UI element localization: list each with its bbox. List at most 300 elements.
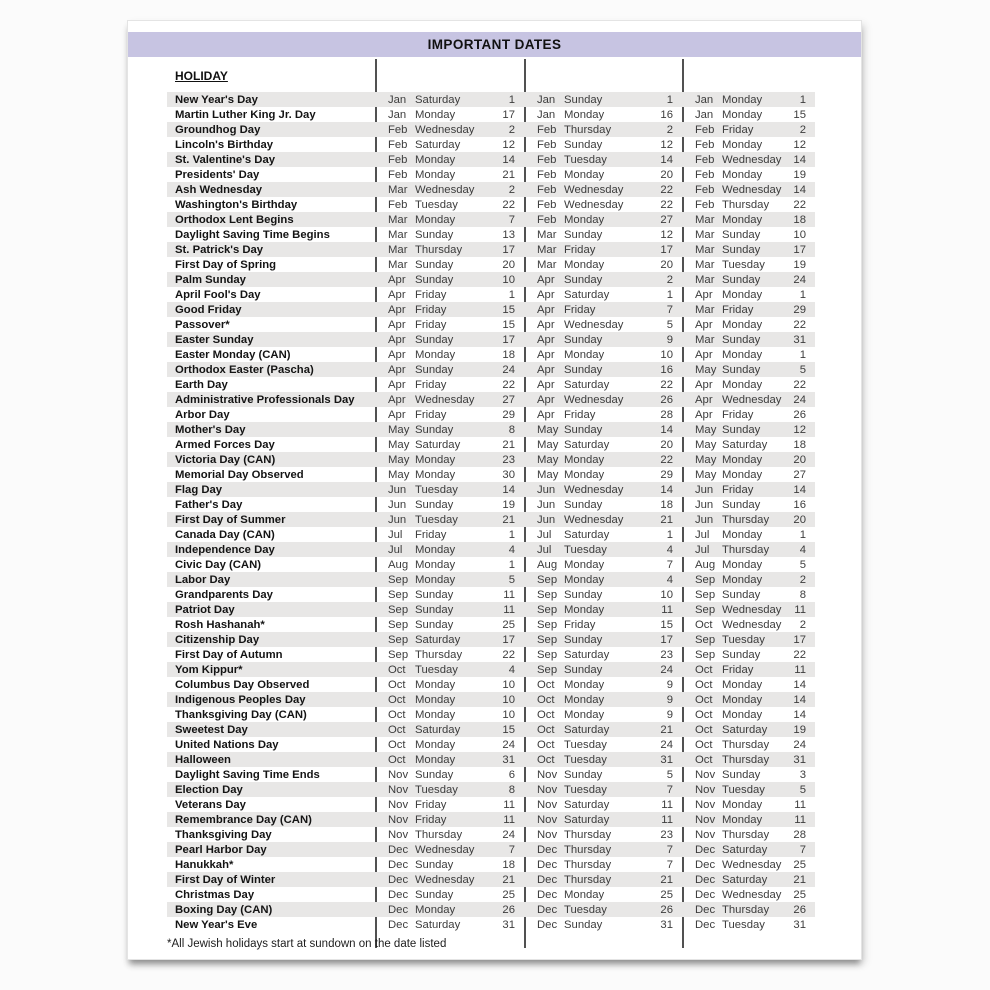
date-cell-year3 — [682, 574, 815, 586]
date-cell-year2 — [524, 304, 682, 316]
day-number: 31 — [502, 753, 515, 766]
date-cell-year3 — [682, 739, 815, 751]
month-label: Sep — [537, 588, 558, 601]
month-label: Jan — [537, 108, 556, 121]
weekday-label: Tuesday — [415, 483, 458, 496]
date-cell-year1 — [375, 634, 524, 646]
date-cell-year2 — [524, 709, 682, 721]
table-row — [167, 227, 815, 242]
day-number: 6 — [508, 768, 515, 781]
table-row — [167, 527, 815, 542]
date-cell-year1 — [375, 619, 524, 631]
date-cell-year3 — [682, 799, 815, 811]
day-number: 1 — [666, 288, 673, 301]
table-row — [167, 467, 815, 482]
month-label: Nov — [537, 828, 558, 841]
date-cell-year1 — [375, 109, 524, 121]
weekday-label: Sunday — [722, 648, 761, 661]
month-label: May — [695, 468, 717, 481]
month-label: Apr — [388, 348, 406, 361]
weekday-label: Monday — [564, 603, 605, 616]
date-cell-year2 — [524, 754, 682, 766]
weekday-label: Sunday — [415, 888, 454, 901]
month-label: Mar — [388, 258, 408, 271]
date-cell-year2 — [524, 604, 682, 616]
holiday-name: Orthodox Lent Begins — [175, 213, 294, 226]
day-number: 9 — [666, 678, 673, 691]
month-label: Mar — [695, 243, 715, 256]
table-row — [167, 857, 815, 872]
day-number: 27 — [793, 468, 806, 481]
date-cell-year3 — [682, 439, 815, 451]
day-number: 2 — [799, 573, 806, 586]
day-number: 7 — [799, 843, 806, 856]
day-number: 7 — [666, 843, 673, 856]
month-label: Nov — [537, 798, 558, 811]
weekday-label: Thursday — [722, 198, 770, 211]
date-cell-year2 — [524, 499, 682, 511]
table-row — [167, 827, 815, 842]
weekday-label: Thursday — [415, 648, 463, 661]
month-label: Jul — [537, 543, 552, 556]
date-cell-year3 — [682, 859, 815, 871]
day-number: 28 — [660, 408, 673, 421]
day-number: 16 — [660, 108, 673, 121]
date-cell-year1 — [375, 124, 524, 136]
weekday-label: Wednesday — [722, 618, 782, 631]
day-number: 15 — [793, 108, 806, 121]
month-label: Apr — [388, 303, 406, 316]
date-cell-year1 — [375, 664, 524, 676]
weekday-label: Sunday — [415, 858, 454, 871]
month-label: Feb — [695, 123, 715, 136]
weekday-label: Tuesday — [415, 783, 458, 796]
weekday-label: Tuesday — [564, 753, 607, 766]
weekday-label: Sunday — [415, 228, 454, 241]
table-row — [167, 317, 815, 332]
day-number: 18 — [502, 858, 515, 871]
day-number: 5 — [666, 318, 673, 331]
date-cell-year3 — [682, 139, 815, 151]
date-cell-year3 — [682, 244, 815, 256]
month-label: Feb — [695, 168, 715, 181]
table-row — [167, 797, 815, 812]
month-label: Oct — [695, 708, 713, 721]
date-cell-year1 — [375, 304, 524, 316]
month-label: May — [695, 438, 717, 451]
date-cell-year3 — [682, 514, 815, 526]
month-label: Oct — [695, 618, 713, 631]
month-label: Jun — [537, 483, 556, 496]
weekday-label: Sunday — [564, 93, 603, 106]
holiday-name: Armed Forces Day — [175, 438, 275, 451]
date-cell-year1 — [375, 829, 524, 841]
table-row — [167, 722, 815, 737]
weekday-label: Monday — [722, 528, 763, 541]
holiday-name: Indigenous Peoples Day — [175, 693, 306, 706]
weekday-label: Sunday — [564, 588, 603, 601]
weekday-label: Saturday — [415, 918, 461, 931]
day-number: 21 — [660, 723, 673, 736]
date-cell-year1 — [375, 169, 524, 181]
date-cell-year3 — [682, 829, 815, 841]
day-number: 11 — [503, 813, 515, 826]
weekday-label: Monday — [722, 678, 763, 691]
weekday-label: Tuesday — [722, 918, 765, 931]
month-label: Dec — [388, 903, 409, 916]
day-number: 21 — [502, 168, 515, 181]
day-number: 2 — [666, 123, 673, 136]
day-number: 15 — [502, 303, 515, 316]
date-cell-year2 — [524, 154, 682, 166]
table-row — [167, 572, 815, 587]
weekday-label: Monday — [564, 108, 605, 121]
date-cell-year1 — [375, 274, 524, 286]
table-row — [167, 452, 815, 467]
month-label: Oct — [388, 693, 406, 706]
weekday-label: Sunday — [415, 363, 454, 376]
day-number: 7 — [666, 783, 673, 796]
month-label: Oct — [388, 753, 406, 766]
month-label: Dec — [695, 843, 716, 856]
weekday-label: Sunday — [564, 273, 603, 286]
day-number: 5 — [799, 363, 806, 376]
day-number: 19 — [793, 258, 806, 271]
holiday-name: First Day of Summer — [175, 513, 286, 526]
date-cell-year1 — [375, 139, 524, 151]
weekday-label: Thursday — [722, 543, 770, 556]
date-cell-year2 — [524, 904, 682, 916]
date-cell-year3 — [682, 709, 815, 721]
date-cell-year1 — [375, 814, 524, 826]
weekday-label: Monday — [722, 318, 763, 331]
weekday-label: Monday — [722, 348, 763, 361]
date-cell-year3 — [682, 904, 815, 916]
day-number: 14 — [660, 423, 673, 436]
table-row — [167, 212, 815, 227]
date-cell-year1 — [375, 544, 524, 556]
holiday-name: Palm Sunday — [175, 273, 246, 286]
month-label: Feb — [695, 183, 715, 196]
month-label: May — [388, 468, 410, 481]
weekday-label: Tuesday — [722, 633, 765, 646]
date-cell-year3 — [682, 169, 815, 181]
date-cell-year2 — [524, 214, 682, 226]
month-label: Sep — [537, 648, 558, 661]
date-cell-year2 — [524, 769, 682, 781]
month-label: May — [695, 453, 717, 466]
weekday-label: Sunday — [415, 588, 454, 601]
holiday-name: Thanksgiving Day (CAN) — [175, 708, 307, 721]
table-row — [167, 887, 815, 902]
date-cell-year1 — [375, 259, 524, 271]
page-title: IMPORTANT DATES — [128, 32, 861, 57]
day-number: 17 — [502, 108, 515, 121]
date-cell-year3 — [682, 364, 815, 376]
table-row — [167, 332, 815, 347]
date-cell-year2 — [524, 574, 682, 586]
day-number: 14 — [793, 708, 806, 721]
holiday-name: Father's Day — [175, 498, 243, 511]
weekday-label: Monday — [415, 543, 456, 556]
holiday-name: Washington's Birthday — [175, 198, 298, 211]
date-cell-year2 — [524, 694, 682, 706]
weekday-label: Friday — [415, 798, 447, 811]
table-row — [167, 422, 815, 437]
month-label: Feb — [537, 183, 557, 196]
day-number: 1 — [799, 348, 806, 361]
date-cell-year1 — [375, 229, 524, 241]
day-number: 17 — [502, 333, 515, 346]
date-cell-year1 — [375, 679, 524, 691]
date-cell-year1 — [375, 484, 524, 496]
day-number: 11 — [503, 588, 515, 601]
day-number: 24 — [660, 738, 673, 751]
weekday-label: Saturday — [722, 723, 768, 736]
table-row — [167, 362, 815, 377]
date-cell-year3 — [682, 199, 815, 211]
month-label: Feb — [537, 198, 557, 211]
month-label: May — [695, 363, 717, 376]
table-row — [167, 707, 815, 722]
day-number: 5 — [799, 783, 806, 796]
date-cell-year3 — [682, 814, 815, 826]
weekday-label: Friday — [415, 288, 447, 301]
date-cell-year3 — [682, 694, 815, 706]
weekday-label: Saturday — [722, 843, 768, 856]
month-label: Apr — [537, 333, 555, 346]
month-label: Oct — [388, 723, 406, 736]
month-label: Mar — [388, 183, 408, 196]
day-number: 11 — [503, 798, 515, 811]
weekday-label: Monday — [415, 468, 456, 481]
day-number: 13 — [502, 228, 515, 241]
weekday-label: Wednesday — [564, 483, 624, 496]
weekday-label: Sunday — [564, 633, 603, 646]
weekday-label: Thursday — [564, 858, 612, 871]
day-number: 18 — [793, 438, 806, 451]
date-cell-year1 — [375, 409, 524, 421]
month-label: Nov — [695, 768, 716, 781]
weekday-label: Tuesday — [564, 153, 607, 166]
month-label: Apr — [695, 348, 713, 361]
month-label: Mar — [388, 228, 408, 241]
weekday-label: Sunday — [722, 498, 761, 511]
date-cell-year1 — [375, 874, 524, 886]
day-number: 25 — [660, 888, 673, 901]
day-number: 12 — [793, 423, 806, 436]
weekday-label: Sunday — [415, 603, 454, 616]
weekday-label: Monday — [564, 573, 605, 586]
date-cell-year3 — [682, 154, 815, 166]
month-label: Apr — [537, 408, 555, 421]
month-label: Sep — [537, 633, 558, 646]
month-label: Oct — [537, 723, 555, 736]
date-cell-year3 — [682, 289, 815, 301]
month-label: Jan — [537, 93, 556, 106]
day-number: 18 — [502, 348, 515, 361]
day-number: 18 — [793, 213, 806, 226]
holiday-name: Boxing Day (CAN) — [175, 903, 273, 916]
table-row — [167, 497, 815, 512]
date-cell-year2 — [524, 439, 682, 451]
month-label: Apr — [695, 378, 713, 391]
weekday-label: Sunday — [415, 618, 454, 631]
weekday-label: Saturday — [564, 798, 610, 811]
weekday-label: Wednesday — [564, 393, 624, 406]
weekday-label: Tuesday — [564, 783, 607, 796]
table-row — [167, 377, 815, 392]
day-number: 1 — [508, 288, 515, 301]
weekday-label: Wednesday — [415, 393, 475, 406]
month-label: Jul — [388, 543, 403, 556]
weekday-label: Sunday — [564, 768, 603, 781]
holiday-column-header: HOLIDAY — [175, 69, 228, 83]
day-number: 12 — [660, 228, 673, 241]
month-label: May — [388, 453, 410, 466]
date-cell-year3 — [682, 544, 815, 556]
date-cell-year1 — [375, 784, 524, 796]
weekday-label: Monday — [564, 888, 605, 901]
weekday-label: Saturday — [415, 633, 461, 646]
month-label: Feb — [388, 123, 408, 136]
date-cell-year2 — [524, 409, 682, 421]
day-number: 1 — [799, 288, 806, 301]
date-cell-year1 — [375, 319, 524, 331]
date-cell-year2 — [524, 364, 682, 376]
date-cell-year3 — [682, 394, 815, 406]
weekday-label: Wednesday — [722, 183, 782, 196]
holiday-name: Canada Day (CAN) — [175, 528, 275, 541]
date-cell-year1 — [375, 94, 524, 106]
month-label: Jun — [388, 483, 407, 496]
month-label: Sep — [388, 618, 409, 631]
weekday-label: Wednesday — [564, 198, 624, 211]
month-label: Jun — [388, 498, 407, 511]
weekday-label: Monday — [415, 738, 456, 751]
weekday-label: Friday — [415, 303, 447, 316]
weekday-label: Sunday — [415, 273, 454, 286]
date-cell-year2 — [524, 844, 682, 856]
weekday-label: Thursday — [564, 873, 612, 886]
day-number: 14 — [793, 693, 806, 706]
date-cell-year2 — [524, 424, 682, 436]
holiday-name: Election Day — [175, 783, 243, 796]
day-number: 24 — [793, 273, 806, 286]
month-label: Feb — [695, 153, 715, 166]
month-label: Apr — [388, 393, 406, 406]
holiday-name: Victoria Day (CAN) — [175, 453, 276, 466]
day-number: 15 — [502, 318, 515, 331]
weekday-label: Saturday — [415, 93, 461, 106]
holiday-name: Veterans Day — [175, 798, 246, 811]
table-row — [167, 662, 815, 677]
day-number: 25 — [793, 858, 806, 871]
day-number: 14 — [502, 153, 515, 166]
day-number: 7 — [508, 213, 515, 226]
weekday-label: Friday — [564, 408, 596, 421]
month-label: Dec — [537, 918, 558, 931]
weekday-label: Sunday — [722, 333, 761, 346]
day-number: 11 — [794, 813, 806, 826]
weekday-label: Thursday — [722, 828, 770, 841]
date-cell-year1 — [375, 214, 524, 226]
month-label: Mar — [695, 273, 715, 286]
date-cell-year3 — [682, 844, 815, 856]
table-row — [167, 602, 815, 617]
weekday-label: Wednesday — [722, 888, 782, 901]
day-number: 11 — [794, 603, 806, 616]
month-label: May — [388, 423, 410, 436]
weekday-label: Monday — [415, 453, 456, 466]
date-cell-year2 — [524, 919, 682, 931]
day-number: 24 — [502, 363, 515, 376]
date-cell-year3 — [682, 214, 815, 226]
day-number: 26 — [502, 903, 515, 916]
day-number: 2 — [799, 618, 806, 631]
date-cell-year3 — [682, 184, 815, 196]
date-cell-year2 — [524, 454, 682, 466]
day-number: 10 — [502, 693, 515, 706]
day-number: 19 — [793, 723, 806, 736]
month-label: Apr — [388, 333, 406, 346]
month-label: Feb — [537, 138, 557, 151]
month-label: Oct — [388, 738, 406, 751]
day-number: 16 — [660, 363, 673, 376]
day-number: 4 — [508, 543, 515, 556]
weekday-label: Sunday — [722, 363, 761, 376]
date-cell-year2 — [524, 319, 682, 331]
month-label: Nov — [388, 828, 409, 841]
weekday-label: Tuesday — [722, 783, 765, 796]
weekday-label: Sunday — [564, 918, 603, 931]
month-label: Mar — [388, 243, 408, 256]
weekday-label: Monday — [564, 468, 605, 481]
table-row — [167, 107, 815, 122]
day-number: 31 — [793, 753, 806, 766]
day-number: 14 — [793, 483, 806, 496]
day-number: 2 — [508, 123, 515, 136]
date-cell-year3 — [682, 94, 815, 106]
holiday-name: Sweetest Day — [175, 723, 248, 736]
day-number: 22 — [502, 378, 515, 391]
date-cell-year2 — [524, 784, 682, 796]
day-number: 20 — [793, 453, 806, 466]
day-number: 31 — [660, 753, 673, 766]
date-cell-year3 — [682, 919, 815, 931]
table-row — [167, 632, 815, 647]
weekday-label: Saturday — [564, 723, 610, 736]
date-cell-year1 — [375, 769, 524, 781]
holiday-name: United Nations Day — [175, 738, 279, 751]
weekday-label: Monday — [415, 348, 456, 361]
table-row — [167, 752, 815, 767]
date-cell-year3 — [682, 334, 815, 346]
month-label: Dec — [695, 918, 716, 931]
month-label: Mar — [695, 213, 715, 226]
table-row — [167, 242, 815, 257]
holiday-name: First Day of Winter — [175, 873, 276, 886]
day-number: 10 — [502, 273, 515, 286]
weekday-label: Monday — [722, 573, 763, 586]
weekday-label: Saturday — [564, 528, 610, 541]
date-cell-year2 — [524, 589, 682, 601]
day-number: 20 — [660, 438, 673, 451]
weekday-label: Monday — [415, 573, 456, 586]
date-cell-year2 — [524, 619, 682, 631]
weekday-label: Monday — [722, 558, 763, 571]
date-cell-year3 — [682, 109, 815, 121]
